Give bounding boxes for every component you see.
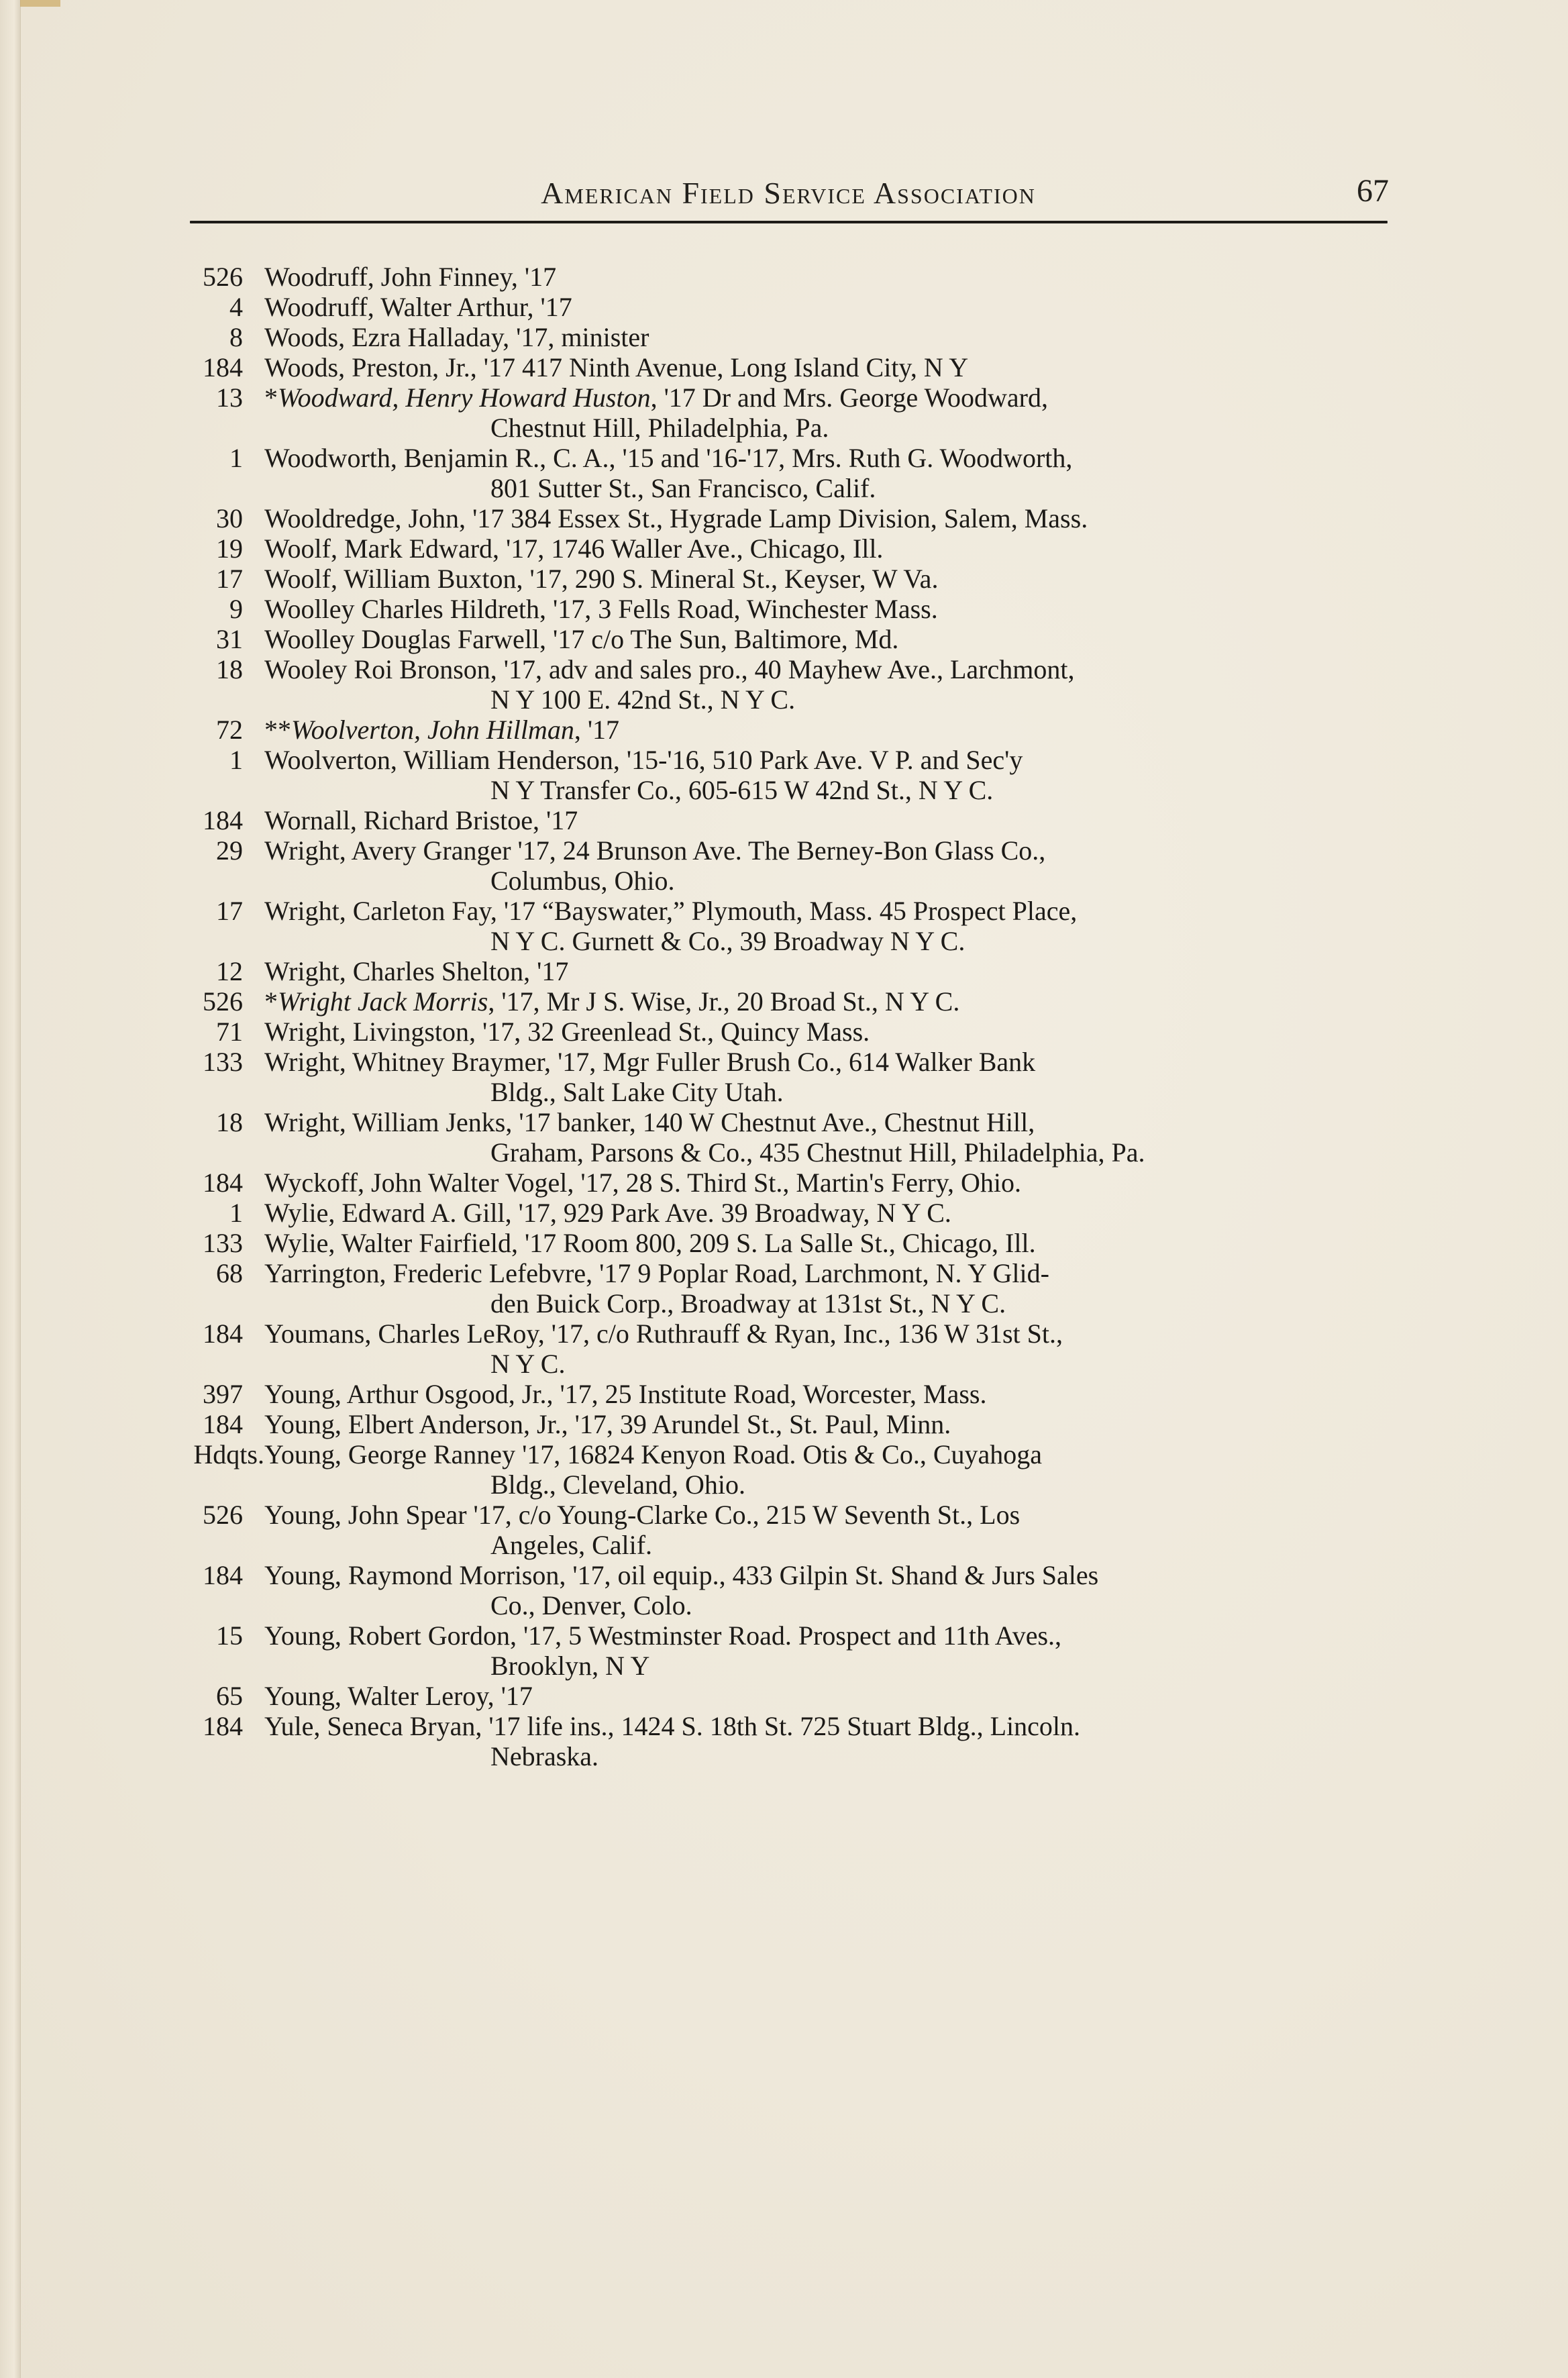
member-details: '17, 5 Westminster Road. Prospect and 11th Aves., — [516, 1620, 1062, 1651]
section-number: 397 — [203, 1379, 243, 1409]
entry-text — [264, 715, 1396, 745]
entry-first-line — [264, 1017, 1396, 1047]
section-number: 30 — [216, 503, 243, 533]
member-name: Woods, Preston, Jr., — [264, 352, 477, 382]
member-details: '17, c/o Young-Clarke Co., 215 W Seventh St., Los — [466, 1500, 1021, 1530]
entry-continuation: Graham, Parsons & Co., 435 Chestnut Hill, Philadelphia, Pa. — [490, 1137, 1145, 1168]
entry-text — [264, 1017, 1396, 1047]
member-name: Wright, Whitney Braymer, — [264, 1047, 552, 1077]
member-name: Woodruff, Walter Arthur, — [264, 292, 534, 322]
entry-text — [264, 1711, 1396, 1771]
entry-first-line — [264, 986, 1396, 1017]
directory-entry — [188, 745, 1396, 805]
entry-text — [264, 1439, 1396, 1500]
section-number: 184 — [203, 1560, 243, 1590]
member-details: '17, 32 Greenlead St., Quincy Mass. — [476, 1017, 870, 1047]
entry-text — [264, 262, 1396, 292]
running-head — [188, 171, 1389, 225]
entry-first-line — [264, 1047, 1396, 1077]
entry-text — [264, 1258, 1396, 1319]
directory-entry — [188, 1017, 1396, 1047]
member-name: Wyckoff, John Walter Vogel, — [264, 1168, 574, 1198]
entry-text — [264, 1560, 1396, 1620]
member-name: Wright Jack Morris — [278, 986, 488, 1017]
member-details: '17, 3 Fells Road, Winchester Mass. — [546, 594, 938, 624]
entry-text — [264, 443, 1396, 503]
directory-entry — [188, 1560, 1396, 1620]
section-number: 184 — [203, 1319, 243, 1349]
entry-text — [264, 503, 1396, 533]
member-name: Wylie, Edward A. Gill, — [264, 1198, 512, 1228]
member-details: '17, adv and sales pro., 40 Mayhew Ave., Larchmont, — [496, 654, 1075, 684]
member-name: Yule, Seneca Bryan, — [264, 1711, 482, 1741]
entry-text — [264, 533, 1396, 564]
member-details: '17, oil equip., 433 Gilpin St. Shand & Jurs Sales — [566, 1560, 1099, 1590]
section-number: Hdqts. — [193, 1439, 264, 1469]
member-name: Woolf, Mark Edward, — [264, 533, 500, 564]
directory-entry — [188, 1409, 1396, 1439]
member-details: '17 417 Ninth Avenue, Long Island City, N Y — [476, 352, 969, 382]
directory-entry — [188, 1258, 1396, 1319]
section-number: 18 — [216, 654, 243, 684]
member-details: '17 “Bayswater,” Plymouth, Mass. 45 Prospect Place, — [496, 896, 1078, 926]
entry-text — [264, 1198, 1396, 1228]
member-details: '17, 290 S. Mineral St., Keyser, W Va. — [523, 564, 939, 594]
entry-first-line — [264, 503, 1396, 533]
entry-text — [264, 382, 1396, 443]
member-details: '15 and '16-'17, Mrs. Ruth G. Woodworth, — [615, 443, 1073, 473]
section-number: 71 — [216, 1017, 243, 1047]
entry-first-line — [264, 262, 1396, 292]
entry-continuation: Bldg., Salt Lake City Utah. — [490, 1077, 784, 1107]
entry-continuation: Co., Denver, Colo. — [490, 1590, 692, 1620]
entry-first-line — [264, 1198, 1396, 1228]
entry-first-line — [264, 322, 1396, 352]
member-details: '17 life ins., 1424 S. 18th St. 725 Stuart Bldg., Lincoln. — [482, 1711, 1081, 1741]
member-name: Woolverton, John Hillman — [291, 715, 574, 745]
member-details: '17, 16824 Kenyon Road. Otis & Co., Cuyahoga — [515, 1439, 1043, 1469]
section-number: 184 — [203, 1409, 243, 1439]
section-number: 68 — [216, 1258, 243, 1288]
directory-entry — [188, 382, 1396, 443]
directory-entry — [188, 1620, 1396, 1681]
directory-entry — [188, 1107, 1396, 1168]
section-number: 29 — [216, 835, 243, 866]
entry-continuation: Brooklyn, N Y — [490, 1651, 650, 1681]
member-details: '17, 24 Brunson Ave. The Berney-Bon Glass Co., — [511, 835, 1046, 866]
member-name: Young, John Spear — [264, 1500, 467, 1530]
section-number: 184 — [203, 352, 243, 382]
entry-text — [264, 1319, 1396, 1379]
entry-text — [264, 292, 1396, 322]
entry-text — [264, 1047, 1396, 1107]
running-title: American Field Service Association — [541, 176, 1036, 210]
directory-entry — [188, 896, 1396, 956]
header-rule — [190, 221, 1388, 223]
member-name: Wylie, Walter Fairfield, — [264, 1228, 518, 1258]
member-details: '17, 39 Arundel St., St. Paul, Minn. — [568, 1409, 951, 1439]
entry-text — [264, 654, 1396, 715]
member-name: Yarrington, Frederic Lefebvre, — [264, 1258, 593, 1288]
deceased-marker: ** — [264, 715, 291, 745]
member-details: , '17 — [574, 715, 620, 745]
directory-entry — [188, 352, 1396, 382]
member-details: '17 banker, 140 W Chestnut Ave., Chestnut Hill, — [512, 1107, 1035, 1137]
member-name: Wooldredge, John, — [264, 503, 466, 533]
directory-entry — [188, 1168, 1396, 1198]
member-name: Wright, Avery Granger — [264, 835, 511, 866]
entry-first-line — [264, 1711, 1396, 1741]
member-name: Young, Raymond Morrison, — [264, 1560, 566, 1590]
section-number: 12 — [216, 956, 243, 986]
entry-first-line — [264, 1439, 1396, 1469]
entry-text — [264, 352, 1396, 382]
directory-entry — [188, 1228, 1396, 1258]
entry-first-line — [264, 1409, 1396, 1439]
section-number: 1 — [229, 1198, 243, 1228]
section-number: 18 — [216, 1107, 243, 1137]
section-number: 72 — [216, 715, 243, 745]
entry-first-line — [264, 1379, 1396, 1409]
entry-text — [264, 986, 1396, 1017]
section-number: 133 — [203, 1228, 243, 1258]
directory-entry — [188, 986, 1396, 1017]
member-details: '17 — [539, 805, 578, 835]
entry-first-line — [264, 1560, 1396, 1590]
entry-first-line — [264, 1168, 1396, 1198]
entry-text — [264, 956, 1396, 986]
entry-first-line — [264, 443, 1396, 473]
member-name: Youmans, Charles LeRoy, — [264, 1319, 545, 1349]
deceased-marker: * — [264, 382, 278, 413]
member-name: Woods, Ezra Halladay, — [264, 322, 510, 352]
member-details: '17, 25 Institute Road, Worcester, Mass. — [553, 1379, 987, 1409]
book-gutter — [0, 0, 21, 2378]
member-name: Woolley Charles Hildreth, — [264, 594, 547, 624]
entry-first-line — [264, 533, 1396, 564]
section-number: 1 — [229, 745, 243, 775]
member-name: Woolf, William Buxton, — [264, 564, 523, 594]
entry-first-line — [264, 654, 1396, 684]
directory-entry — [188, 1319, 1396, 1379]
member-details: '15-'16, 510 Park Ave. V P. and Sec'y — [619, 745, 1023, 775]
section-number: 184 — [203, 805, 243, 835]
member-details: '17, 28 S. Third St., Martin's Ferry, Ohio. — [574, 1168, 1021, 1198]
member-details: '17, c/o Ruthrauff & Ryan, Inc., 136 W 31st St., — [544, 1319, 1063, 1349]
section-number: 13 — [216, 382, 243, 413]
member-details: '17, 929 Park Ave. 39 Broadway, N Y C. — [511, 1198, 951, 1228]
entry-continuation: N Y Transfer Co., 605-615 W 42nd St., N Y C. — [490, 775, 994, 805]
entry-text — [264, 1681, 1396, 1711]
member-name: Wright, William Jenks, — [264, 1107, 513, 1137]
directory-entry — [188, 322, 1396, 352]
entry-first-line — [264, 715, 1396, 745]
directory-entry — [188, 262, 1396, 292]
member-name: Wright, Livingston, — [264, 1017, 476, 1047]
section-number: 17 — [216, 896, 243, 926]
entry-text — [264, 564, 1396, 594]
member-details: '17, minister — [509, 322, 649, 352]
entry-first-line — [264, 835, 1396, 866]
entry-first-line — [264, 1620, 1396, 1651]
directory-entry — [188, 835, 1396, 896]
entry-continuation: N Y C. — [490, 1349, 566, 1379]
member-details: '17 9 Poplar Road, Larchmont, N. Y Glid- — [592, 1258, 1049, 1288]
section-number: 526 — [203, 262, 243, 292]
section-number: 31 — [216, 624, 243, 654]
directory-entry — [188, 503, 1396, 533]
section-number: 65 — [216, 1681, 243, 1711]
member-name: Young, Robert Gordon, — [264, 1620, 517, 1651]
member-details: '17 — [517, 262, 557, 292]
section-number: 184 — [203, 1711, 243, 1741]
section-number: 4 — [229, 292, 243, 322]
entry-text — [264, 1500, 1396, 1560]
entry-first-line — [264, 1258, 1396, 1288]
entry-first-line — [264, 624, 1396, 654]
directory-entry — [188, 956, 1396, 986]
paper-stain — [20, 0, 60, 7]
member-name: Young, Walter Leroy, — [264, 1681, 494, 1711]
entry-text — [264, 1228, 1396, 1258]
entry-continuation: Columbus, Ohio. — [490, 866, 675, 896]
entry-continuation: Nebraska. — [490, 1741, 599, 1771]
section-number: 184 — [203, 1168, 243, 1198]
member-name: Woodworth, Benjamin R., C. A., — [264, 443, 616, 473]
entry-first-line — [264, 382, 1396, 413]
entry-text — [264, 805, 1396, 835]
directory-list — [188, 262, 1396, 1771]
section-number: 8 — [229, 322, 243, 352]
member-name: Young, George Ranney — [264, 1439, 516, 1469]
page-number: 67 — [1357, 173, 1389, 209]
entry-continuation: 801 Sutter St., San Francisco, Calif. — [490, 473, 876, 503]
directory-entry — [188, 1681, 1396, 1711]
member-name: Woolley Douglas Farwell, — [264, 624, 547, 654]
entry-text — [264, 835, 1396, 896]
entry-first-line — [264, 564, 1396, 594]
section-number: 526 — [203, 986, 243, 1017]
entry-continuation: N Y 100 E. 42nd St., N Y C. — [490, 684, 796, 715]
directory-entry — [188, 805, 1396, 835]
entry-first-line — [264, 956, 1396, 986]
directory-entry — [188, 1711, 1396, 1771]
entry-first-line — [264, 805, 1396, 835]
member-details: , '17 Dr and Mrs. George Woodward, — [650, 382, 1048, 413]
entry-continuation: Angeles, Calif. — [490, 1530, 653, 1560]
section-number: 1 — [229, 443, 243, 473]
entry-first-line — [264, 1228, 1396, 1258]
entry-first-line — [264, 594, 1396, 624]
member-details: '17, 1746 Waller Ave., Chicago, Ill. — [499, 533, 884, 564]
member-name: Woodward, Henry Howard Huston — [278, 382, 651, 413]
entry-continuation: Chestnut Hill, Philadelphia, Pa. — [490, 413, 829, 443]
entry-first-line — [264, 896, 1396, 926]
directory-entry — [188, 654, 1396, 715]
member-details: '17 384 Essex St., Hygrade Lamp Division, Salem, Mass. — [466, 503, 1088, 533]
directory-entry — [188, 1379, 1396, 1409]
entry-first-line — [264, 1681, 1396, 1711]
entry-continuation: Bldg., Cleveland, Ohio. — [490, 1469, 745, 1500]
directory-entry — [188, 533, 1396, 564]
entry-first-line — [264, 292, 1396, 322]
entry-text — [264, 624, 1396, 654]
entry-text — [264, 594, 1396, 624]
entry-text — [264, 1107, 1396, 1168]
deceased-marker: * — [264, 986, 278, 1017]
section-number: 133 — [203, 1047, 243, 1077]
member-name: Woolverton, William Henderson, — [264, 745, 620, 775]
member-details: '17 Room 800, 209 S. La Salle St., Chicago, Ill. — [517, 1228, 1036, 1258]
directory-entry — [188, 715, 1396, 745]
directory-entry — [188, 1439, 1396, 1500]
entry-first-line — [264, 745, 1396, 775]
entry-text — [264, 322, 1396, 352]
member-details: '17 c/o The Sun, Baltimore, Md. — [546, 624, 899, 654]
member-name: Young, Elbert Anderson, Jr., — [264, 1409, 568, 1439]
member-name: Wright, Charles Shelton, — [264, 956, 531, 986]
entry-text — [264, 1409, 1396, 1439]
section-number: 9 — [229, 594, 243, 624]
entry-continuation: den Buick Corp., Broadway at 131st St., N Y C. — [490, 1288, 1006, 1319]
entry-text — [264, 1379, 1396, 1409]
entry-text — [264, 1168, 1396, 1198]
entry-text — [264, 896, 1396, 956]
member-details: '17 — [530, 956, 569, 986]
member-details: '17, Mgr Fuller Brush Co., 614 Walker Bank — [551, 1047, 1036, 1077]
member-name: Wornall, Richard Bristoe, — [264, 805, 540, 835]
entry-text — [264, 1620, 1396, 1681]
directory-entry — [188, 564, 1396, 594]
member-name: Young, Arthur Osgood, Jr., — [264, 1379, 554, 1409]
entry-first-line — [264, 352, 1396, 382]
entry-first-line — [264, 1107, 1396, 1137]
entry-text — [264, 745, 1396, 805]
section-number: 526 — [203, 1500, 243, 1530]
directory-entry — [188, 292, 1396, 322]
directory-entry — [188, 594, 1396, 624]
directory-entry — [188, 624, 1396, 654]
member-details: '17 — [494, 1681, 533, 1711]
directory-entry — [188, 1047, 1396, 1107]
member-name: Woodruff, John Finney, — [264, 262, 518, 292]
entry-first-line — [264, 1500, 1396, 1530]
member-details: '17 — [533, 292, 572, 322]
directory-entry — [188, 1198, 1396, 1228]
member-details: , '17, Mr J S. Wise, Jr., 20 Broad St., N Y C. — [488, 986, 960, 1017]
directory-entry — [188, 443, 1396, 503]
member-name: Wooley Roi Bronson, — [264, 654, 497, 684]
member-name: Wright, Carleton Fay, — [264, 896, 497, 926]
entry-first-line — [264, 1319, 1396, 1349]
section-number: 15 — [216, 1620, 243, 1651]
entry-continuation: N Y C. Gurnett & Co., 39 Broadway N Y C. — [490, 926, 965, 956]
directory-entry — [188, 1500, 1396, 1560]
section-number: 17 — [216, 564, 243, 594]
section-number: 19 — [216, 533, 243, 564]
